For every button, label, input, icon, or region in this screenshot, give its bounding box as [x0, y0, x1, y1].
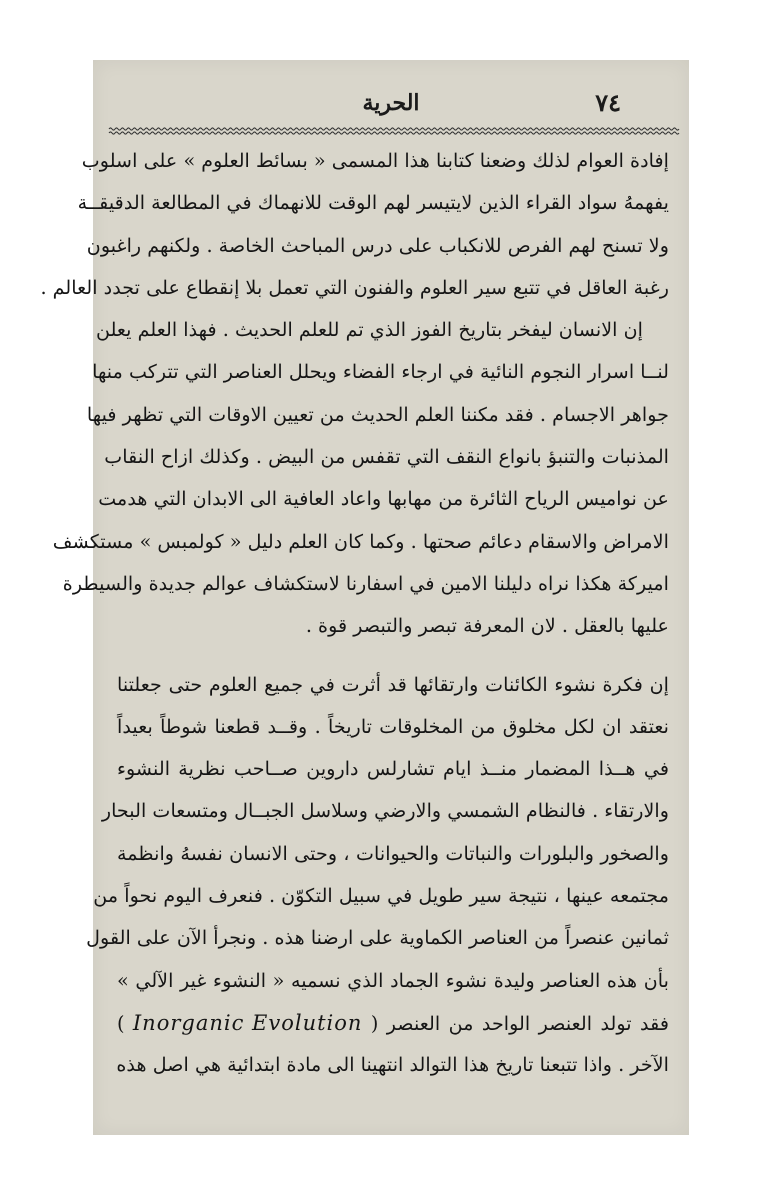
text-line: ثمانين عنصراً من العناصر الكماوية على ارضنا هذه . ونجرأ الآن على القول: [86, 926, 669, 950]
text-line: جواهر الاجسام . فقد مكننا العلم الحديث من تعيين الاوقات التي تظهر فيها: [86, 402, 669, 426]
text-line: والارتقاء . فالنظام الشمسي والارضي وسلاسل الجبــال ومتسعات البحار: [101, 799, 669, 823]
book-page: [40, 60, 689, 1135]
text-line: لنــا اسرار النجوم النائية في ارجاء الفضاء ويحلل العناصر التي تتركب منها: [92, 360, 669, 384]
text-line: المذنبات والتنبؤ بانواع النقف التي تقفس من البيض . وكذلك ازاح النقاب: [104, 445, 669, 469]
paragraph-start-line: إن الانسان ليفخر بتاريخ الفوز الذي تم للعلم الحديث . فهذا العلم يعلن: [95, 318, 643, 342]
text-line: ولا تسنح لهم الفرص للانكباب على درس المباحث الخاصة . ولكنهم راغبون: [86, 233, 669, 257]
latin-term: Inorganic Evolution: [132, 1010, 363, 1035]
text-line: والصخور والبلورات والنباتات والحيوانات ، وحتى الانسان نفسهُ وانظمة: [117, 841, 669, 865]
mixed-script-line: فقد تولد العنصر الواحد من العنصر ( Inorganic Evolution ): [117, 1002, 669, 1044]
text-line: الآخر . واذا تتبعنا تاريخ هذا التوالد انتهينا الى مادة ابتدائية هي اصل هذه: [116, 1053, 669, 1077]
text-line: إفادة العوام لذلك وضعنا كتابنا هذا المسمى « بسائط العلوم » على اسلوب: [81, 149, 669, 172]
text-line: رغبة العاقل في تتبع سير العلوم والفنون التي تعمل بلا إنقطاع على تجدد العالم .: [40, 275, 669, 299]
text-line: اميركة هكذا نراه دليلنا الامين في اسفارنا لاستكشاف عوالم جديدة والسيطرة: [62, 571, 669, 595]
arabic-phrase: فقد تولد العنصر الواحد من العنصر: [386, 1011, 669, 1035]
running-title: الحرية: [362, 90, 420, 116]
text-line: عليها بالعقل . لان المعرفة تبصر والتبصر قوة .: [305, 614, 669, 638]
wavy-rule: [109, 126, 675, 136]
text-line: مجتمعه عينها ، نتيجة سير طويل في سبيل التكوّن . فنعرف اليوم نحواً من: [93, 884, 669, 908]
text-line: الامراض والاسقام دعائم صحتها . وكما كان العلم دليل « كولمبس » مستكشف: [52, 529, 669, 553]
paragraph-start-line: إن فكرة نشوء الكائنات وارتقائها قد أثرت في جميع العلوم حتى جعلتنا: [117, 672, 669, 696]
page-number: ٧٤: [595, 88, 621, 117]
text-line: نعتقد ان لكل مخلوق من المخلوقات تاريخاً . وقــد قطعنا شوطاً بعيداً: [117, 714, 669, 738]
text-line: في هــذا المضمار منــذ ايام تشارلس داروين صــاحب نظرية النشوء: [117, 757, 669, 781]
text-line: عن نواميس الرياح الثائرة من مهابها واعاد العافية الى الابدان التي هدمت: [98, 487, 669, 511]
page-header: [93, 88, 689, 128]
body-text: [40, 140, 669, 1087]
text-line: بأن هذه العناصر وليدة نشوء الجماد الذي نسميه « النشوء غير الآلي »: [117, 968, 669, 992]
text-line: يفهمهُ سواد القراء الذين لايتيسر لهم الوقت للانهماك في المطالعة الدقيقــة: [77, 191, 669, 215]
